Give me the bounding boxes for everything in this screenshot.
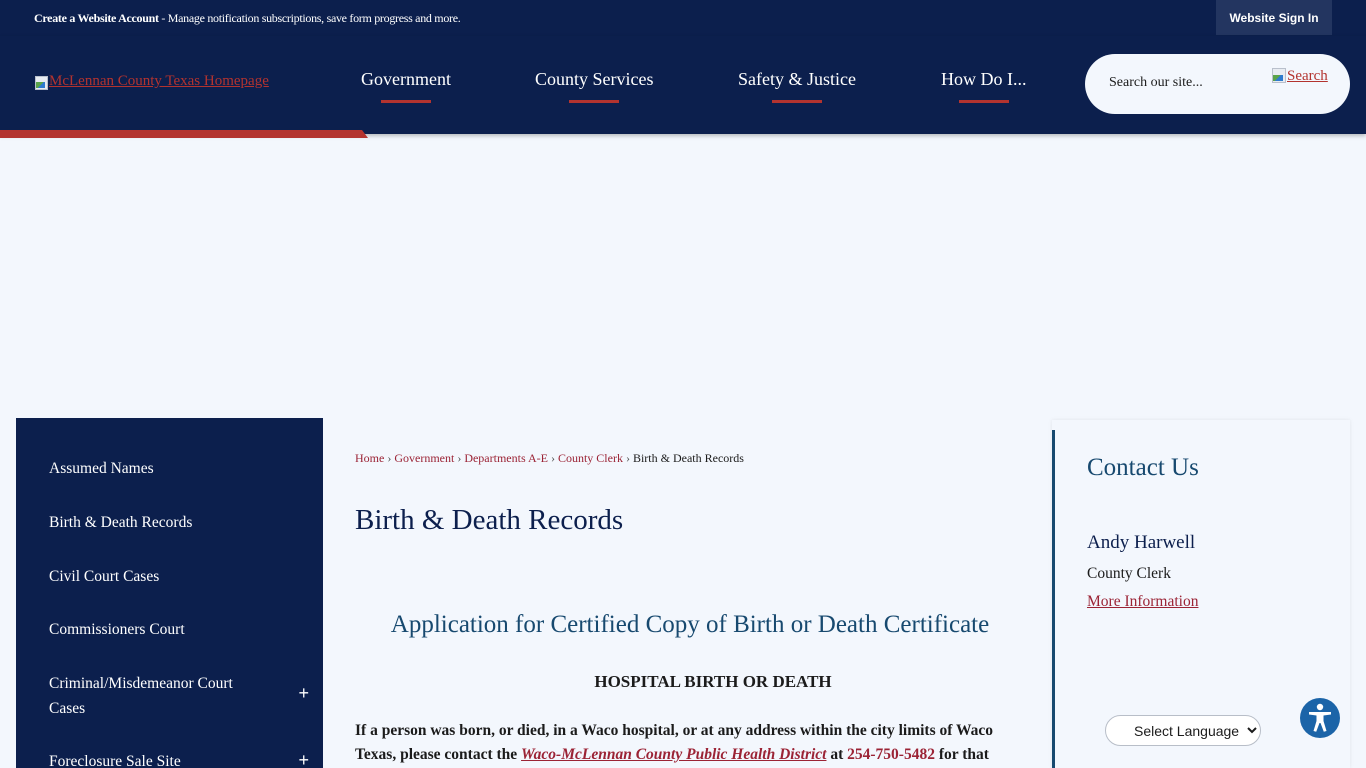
breadcrumb-departments-a-e[interactable]: Departments A-E [464,451,548,465]
broken-image-icon [34,75,48,89]
breadcrumb-home[interactable]: Home [355,451,385,465]
health-district-link[interactable]: Waco-McLennan County Public Health District [521,746,827,763]
accessibility-icon [1300,698,1340,738]
header-accent-stripe [0,130,368,138]
sidebar-item-label: Civil Court Cases [49,568,160,585]
breadcrumb-county-clerk[interactable]: County Clerk [557,451,623,465]
paragraph-text: for that [934,746,989,763]
nav-label: Government [361,69,451,89]
main-content [323,418,1051,768]
hospital-paragraph [355,719,1025,767]
search-button-alt: Search [1287,68,1328,84]
expand-plus-icon[interactable]: + [298,750,309,768]
breadcrumb-separator: › [457,451,462,465]
site-search [1085,54,1350,114]
nav-label: How Do I... [941,69,1027,89]
create-account-banner [34,11,460,26]
sidebar-item-birth-death-records[interactable] [49,510,309,535]
nav-label: Safety & Justice [738,69,856,89]
nav-government[interactable] [361,69,451,103]
search-button[interactable] [1272,68,1328,85]
contact-title: Contact Us [1087,454,1199,481]
sidebar-item-label: Commissioners Court [49,621,185,638]
sidebar-item-commissioners-court[interactable] [49,617,309,642]
nav-label: County Services [535,69,654,89]
phone-number: 254-750-5482 [847,746,935,763]
create-account-link[interactable]: Create a Website Account [34,11,159,25]
search-icon [1272,68,1287,84]
create-account-description: - Manage notification subscriptions, save form progress and more. [158,11,461,25]
sidebar-item-label: Foreclosure Sale Site [49,753,181,768]
application-subheading: Application for Certified Copy of Birth or Death Certificate [390,611,990,638]
panel-accent-bar [1052,430,1055,768]
nav-underline [381,100,431,103]
sidebar-item-criminal-misdemeanor[interactable] [49,671,309,721]
nav-how-do-i[interactable] [941,69,1027,103]
sidebar-item-foreclosure-sale-site[interactable] [49,749,309,768]
contact-role: County Clerk [1087,565,1171,582]
section-heading: HOSPITAL BIRTH OR DEATH [594,672,832,691]
logo-alt-text: McLennan County Texas Homepage [49,73,269,89]
website-sign-in-button[interactable]: Website Sign In [1216,0,1332,35]
page-title: Birth & Death Records [355,504,624,536]
nav-underline [772,100,822,103]
sidebar-item-label: Criminal/Misdemeanor Court Cases [49,675,233,717]
search-input[interactable] [1109,72,1259,94]
breadcrumb-separator: › [387,451,392,465]
sidebar-nav [16,418,323,768]
expand-plus-icon[interactable]: + [298,683,309,703]
sidebar-item-civil-court-cases[interactable] [49,564,309,589]
nav-underline [569,100,619,103]
more-information-link[interactable]: More Information [1087,593,1199,610]
homepage-logo-link[interactable] [34,73,269,90]
nav-county-services[interactable] [535,69,654,103]
paragraph-text: If a person was born, or died, in a Waco hospital, or at any address within the city limits of Waco Texas, please contact the [355,722,994,763]
language-select[interactable] [1105,715,1261,746]
accessibility-button[interactable] [1300,698,1340,738]
breadcrumb-government[interactable]: Government [394,451,455,465]
sidebar-item-assumed-names[interactable] [49,456,309,481]
nav-underline [959,100,1009,103]
breadcrumb-separator: › [550,451,555,465]
contact-name: Andy Harwell [1087,532,1196,553]
top-utility-bar [0,0,1366,36]
breadcrumb-current: Birth & Death Records [632,451,744,465]
breadcrumb-separator: › [625,451,630,465]
sidebar-item-label: Birth & Death Records [49,514,193,531]
paragraph-text: at [826,746,848,763]
sidebar-item-label: Assumed Names [49,460,154,477]
nav-safety-justice[interactable] [738,69,856,103]
breadcrumb [355,451,744,466]
